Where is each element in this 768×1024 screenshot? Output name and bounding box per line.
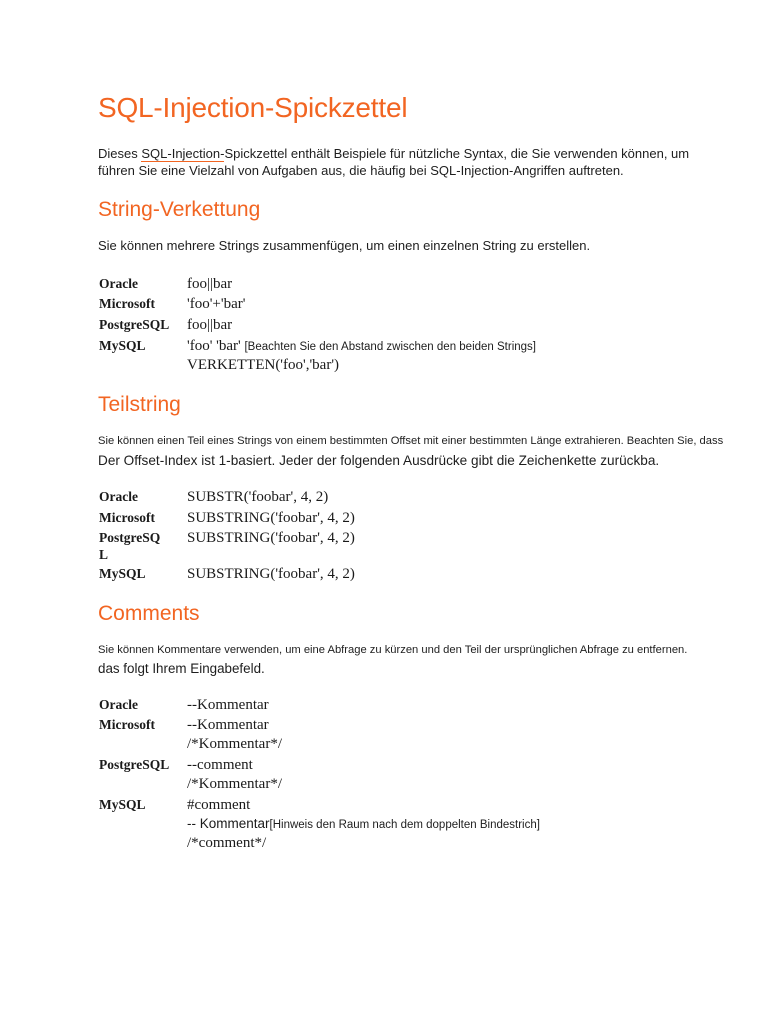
substring-db-postgresql-line1: PostgreSQ xyxy=(99,530,161,545)
comments-code2-microsoft: /*Kommentar*/ xyxy=(187,736,282,752)
substring-description-line2: Der Offset-Index ist 1-basiert. Jeder der folgenden Ausdrücke gibt die Zeichenkette zurückba. xyxy=(98,453,660,468)
concat-code-oracle: foo||bar xyxy=(187,276,233,292)
comments-code-mysql: #comment xyxy=(187,797,251,813)
intro-line2: führen Sie eine Vielzahl von Aufgaben aus, die häufig bei SQL-Injection-Angriffen auftreten. xyxy=(98,163,624,178)
concat-code-mysql-text: 'foo' 'bar' xyxy=(187,338,241,354)
concat-db-mysql: MySQL xyxy=(99,338,146,353)
comments-db-oracle: Oracle xyxy=(99,697,138,712)
comments-code3-mysql: /*comment*/ xyxy=(187,835,267,851)
concat-description: Sie können mehrere Strings zusammenfügen, um einen einzelnen String zu erstellen. xyxy=(98,238,591,253)
comments-db-postgresql: PostgreSQL xyxy=(99,757,170,772)
concat-db-oracle: Oracle xyxy=(99,276,138,291)
substring-code-postgresql: SUBSTRING('foobar', 4, 2) xyxy=(187,530,355,546)
section-heading-comments: Comments xyxy=(98,602,200,625)
concat-note-mysql: [Beachten Sie den Abstand zwischen den beiden Strings] xyxy=(244,341,537,353)
substring-code-microsoft: SUBSTRING('foobar', 4, 2) xyxy=(187,510,355,526)
comments-db-mysql: MySQL xyxy=(99,797,146,812)
intro-paragraph xyxy=(98,145,689,179)
comments-description-line1: Sie können Kommentare verwenden, um eine Abfrage zu kürzen und den Teil der ursprünglichen Abfrage zu entfernen. xyxy=(98,644,688,656)
substring-db-oracle: Oracle xyxy=(99,489,138,504)
substring-db-postgresql xyxy=(99,529,160,563)
substring-db-postgresql-line2: L xyxy=(99,547,109,562)
concat-db-postgresql: PostgreSQL xyxy=(99,317,170,332)
comments-note-mysql: [Hinweis den Raum nach dem doppelten Bindestrich] xyxy=(269,819,540,831)
substring-code-mysql: SUBSTRING('foobar', 4, 2) xyxy=(187,566,355,582)
section-heading-concat: String-Verkettung xyxy=(98,198,261,221)
substring-db-microsoft: Microsoft xyxy=(99,510,155,525)
concat-code-microsoft: 'foo'+'bar' xyxy=(187,296,246,312)
intro-suffix: Spickzettel enthält Beispiele für nützliche Syntax, die Sie verwenden können, um xyxy=(224,146,690,161)
concat-code-mysql xyxy=(187,337,536,356)
comments-code-postgresql: --comment xyxy=(187,757,253,773)
intro-link[interactable]: SQL-Injection- xyxy=(141,146,225,161)
comments-code-microsoft: --Kommentar xyxy=(187,717,269,733)
comments-db-microsoft: Microsoft xyxy=(99,717,155,732)
substring-code-oracle: SUBSTR('foobar', 4, 2) xyxy=(187,489,329,505)
comments-description-line2: das folgt Ihrem Eingabefeld. xyxy=(98,661,265,676)
comments-code2-mysql xyxy=(187,815,540,834)
intro-prefix: Dieses xyxy=(98,146,142,161)
page-title: SQL-Injection-Spickzettel xyxy=(98,92,408,123)
comments-code-oracle: --Kommentar xyxy=(187,697,269,713)
concat-code2-mysql: VERKETTEN('foo','bar') xyxy=(187,357,340,373)
concat-code-postgresql: foo||bar xyxy=(187,317,233,333)
substring-db-mysql: MySQL xyxy=(99,566,146,581)
comments-code2-postgresql: /*Kommentar*/ xyxy=(187,776,282,792)
concat-db-microsoft: Microsoft xyxy=(99,296,155,311)
substring-description-line1: Sie können einen Teil eines Strings von einem bestimmten Offset mit einer bestimmten Länge extrahieren. Beachten Sie, dass xyxy=(98,435,724,447)
comments-code2-mysql-text: -- Kommentar xyxy=(187,816,270,831)
section-heading-substring: Teilstring xyxy=(98,393,181,416)
